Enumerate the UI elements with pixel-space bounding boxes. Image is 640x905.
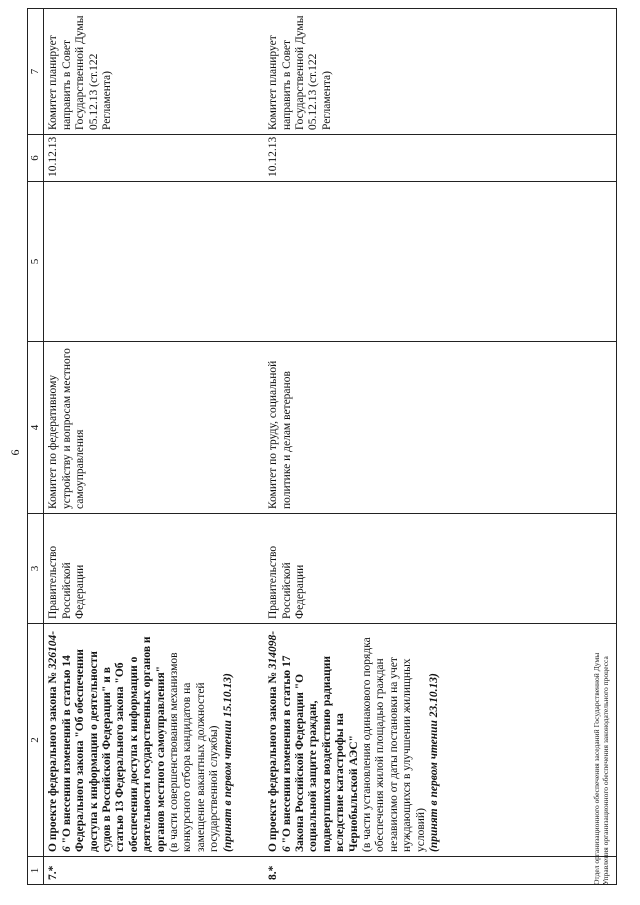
table-row xyxy=(264,9,444,885)
footer xyxy=(592,285,610,885)
initiator: Правительство Российской Федерации xyxy=(44,514,238,624)
committee: Комитет по федеративному устройству и вопросам местного самоуправления xyxy=(44,342,238,514)
bill-note: (в части совершенствования механизмов конкурсного отбора кандидатов на замещение вакантных должностей государственной службы) xyxy=(168,652,221,852)
header-col-7: 7 xyxy=(28,9,44,135)
bill-description xyxy=(264,624,444,857)
header-col-2: 2 xyxy=(28,624,44,857)
header-col-5: 5 xyxy=(28,182,44,342)
page-number: 6 xyxy=(8,449,22,456)
col5-cell xyxy=(44,182,238,342)
reading-status: (принят в первом чтении 23.10.13) xyxy=(427,673,440,852)
plan: Комитет планирует направить в Совет Государственной Думы 05.12.13 (ст.122 Регламента) xyxy=(264,9,444,135)
bill-title-prefix: О проекте федерального закона № xyxy=(47,669,60,852)
header-col-3: 3 xyxy=(28,514,44,624)
bill-number: 314098-6 xyxy=(267,630,293,852)
footer-line-2: Управления организационного обеспечения законодательного процесса xyxy=(601,656,610,885)
date: 10.12.13 xyxy=(44,135,238,182)
header-col-1: 1 xyxy=(28,857,44,885)
footer-line-1: Отдел организационного обеспечения заседаний Государственной Думы xyxy=(592,652,601,885)
table-row xyxy=(44,9,238,885)
reading-status: (принят в первом чтении 15.10.13) xyxy=(221,673,234,852)
bill-number: 326104-6 xyxy=(47,630,73,852)
bill-description xyxy=(44,624,238,857)
plan: Комитет планирует направить в Совет Государственной Думы 05.12.13 (ст.122 Регламента) xyxy=(44,9,238,135)
bill-note: (в части установления одинакового порядка обеспечения жилой площадью граждан независимо от даты постановки на учет нуждающихся в улучшении жилищных условий) xyxy=(360,637,427,852)
agenda-table xyxy=(27,8,617,885)
row-number: 7.* xyxy=(44,857,238,885)
initiator: Правительство Российской Федерации xyxy=(264,514,444,624)
col5-cell xyxy=(264,182,444,342)
table-filler xyxy=(444,9,616,885)
header-row xyxy=(28,9,44,885)
committee: Комитет по труду, социальной политике и делам ветеранов xyxy=(264,342,444,514)
row-spacer xyxy=(238,9,264,885)
date: 10.12.13 xyxy=(264,135,444,182)
bill-title: "О внесении изменения в статью 17 Закона Российской Федерации "О социальной защите граждан, подвергшихся воздействию радиации вследствие катастрофы на Чернобыльской АЭС" xyxy=(280,655,360,852)
row-number: 8.* xyxy=(264,857,444,885)
header-col-6: 6 xyxy=(28,135,44,182)
bill-title: "О внесении изменений в статью 14 Федерального закона "Об обеспечении доступа к информации о деятельности судов в Российской Федерации" и в статью 13 Федерального закона "Об обеспечении доступа к информации о деятельности государственных органов и органов местного самоуправления" xyxy=(60,636,167,852)
bill-title-prefix: О проекте федерального закона № xyxy=(267,669,280,852)
header-col-4: 4 xyxy=(28,342,44,514)
